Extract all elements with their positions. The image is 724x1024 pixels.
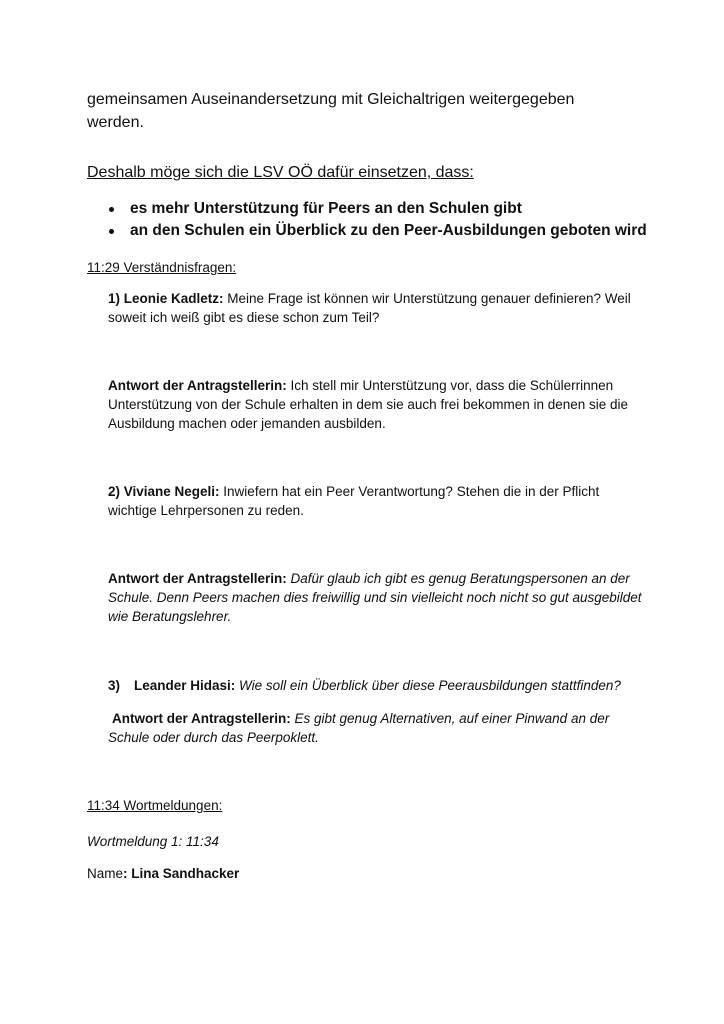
question-2-text-line-1: Inwiefern hat ein Peer Verantwortung? Stehen die in der Pflicht [219, 484, 600, 499]
answer-2-text-line-2: Schule. Denn Peers machen dies freiwillig und sin vielleicht noch nicht so gut ausgebildet [108, 590, 642, 605]
question-1 [108, 289, 648, 327]
answer-2 [108, 569, 648, 626]
question-2-text-line-2: wichtige Lehrpersonen zu reden. [108, 503, 304, 518]
question-1-text-line-1: Meine Frage ist können wir Unterstützung genauer definieren? Weil [223, 291, 631, 306]
intro-paragraph [87, 88, 574, 134]
question-3-number: 3) [108, 678, 121, 693]
demand-list [107, 198, 647, 242]
answer-3-text-line-1: Es gibt genug Alternativen, auf einer Pinwand an der [290, 711, 610, 726]
answer-3 [108, 709, 648, 747]
answer-1-text-line-1: Ich stell mir Unterstützung vor, dass die Schülerrinnen [286, 378, 614, 393]
questions-heading: 11:29 Verständnisfragen: [87, 260, 237, 275]
speech-1-title: Wortmeldung 1: 11:34 [87, 834, 219, 849]
speech-1-name-label: Name [87, 866, 124, 881]
answer-1-text-line-2: Unterstützung von der Schule erhalten in dem sie auch frei bekommen in denen sie die [108, 397, 629, 412]
intro-line-2: werden. [87, 114, 144, 131]
answer-1 [108, 376, 648, 433]
answer-3-text-line-2: Schule oder durch das Peerpoklett. [108, 730, 319, 745]
question-1-text-line-2: soweit ich weiß gibt es diese schon zum Teil? [108, 310, 380, 325]
question-3-text: Wie soll ein Überblick über diese Peerausbildungen stattfinden? [235, 678, 621, 693]
question-2 [108, 482, 648, 520]
answer-2-text-line-1: Dafür glaub ich gibt es genug Beratungspersonen an der [286, 571, 630, 586]
answer-3-speaker: Antwort der Antragstellerin: [112, 711, 291, 726]
question-3 [108, 676, 648, 695]
answer-1-speaker: Antwort der Antragstellerin: [108, 378, 287, 393]
answer-1-text-line-3: Ausbildung machen oder jemanden ausbilden. [108, 416, 386, 431]
answer-2-text-line-3: wie Beratungslehrer. [108, 609, 232, 624]
speech-1-name-value: : Lina Sandhacker [123, 866, 240, 881]
question-2-speaker: 2) Viviane Negeli: [108, 484, 220, 499]
question-1-speaker: 1) Leonie Kadletz: [108, 291, 224, 306]
intro-line-1: gemeinsamen Auseinandersetzung mit Gleichaltrigen weitergegeben [87, 91, 575, 108]
question-3-speaker: Leander Hidasi: [134, 678, 236, 693]
demand-item: an den Schulen ein Überblick zu den Peer-Ausbildungen geboten wird [107, 220, 647, 242]
demand-item: es mehr Unterstützung für Peers an den Schulen gibt [107, 198, 647, 220]
answer-2-speaker: Antwort der Antragstellerin: [108, 571, 287, 586]
demand-heading: Deshalb möge sich die LSV OÖ dafür einsetzen, dass: [87, 164, 474, 181]
speeches-heading: 11:34 Wortmeldungen: [87, 798, 223, 813]
speech-1-name [87, 864, 239, 883]
